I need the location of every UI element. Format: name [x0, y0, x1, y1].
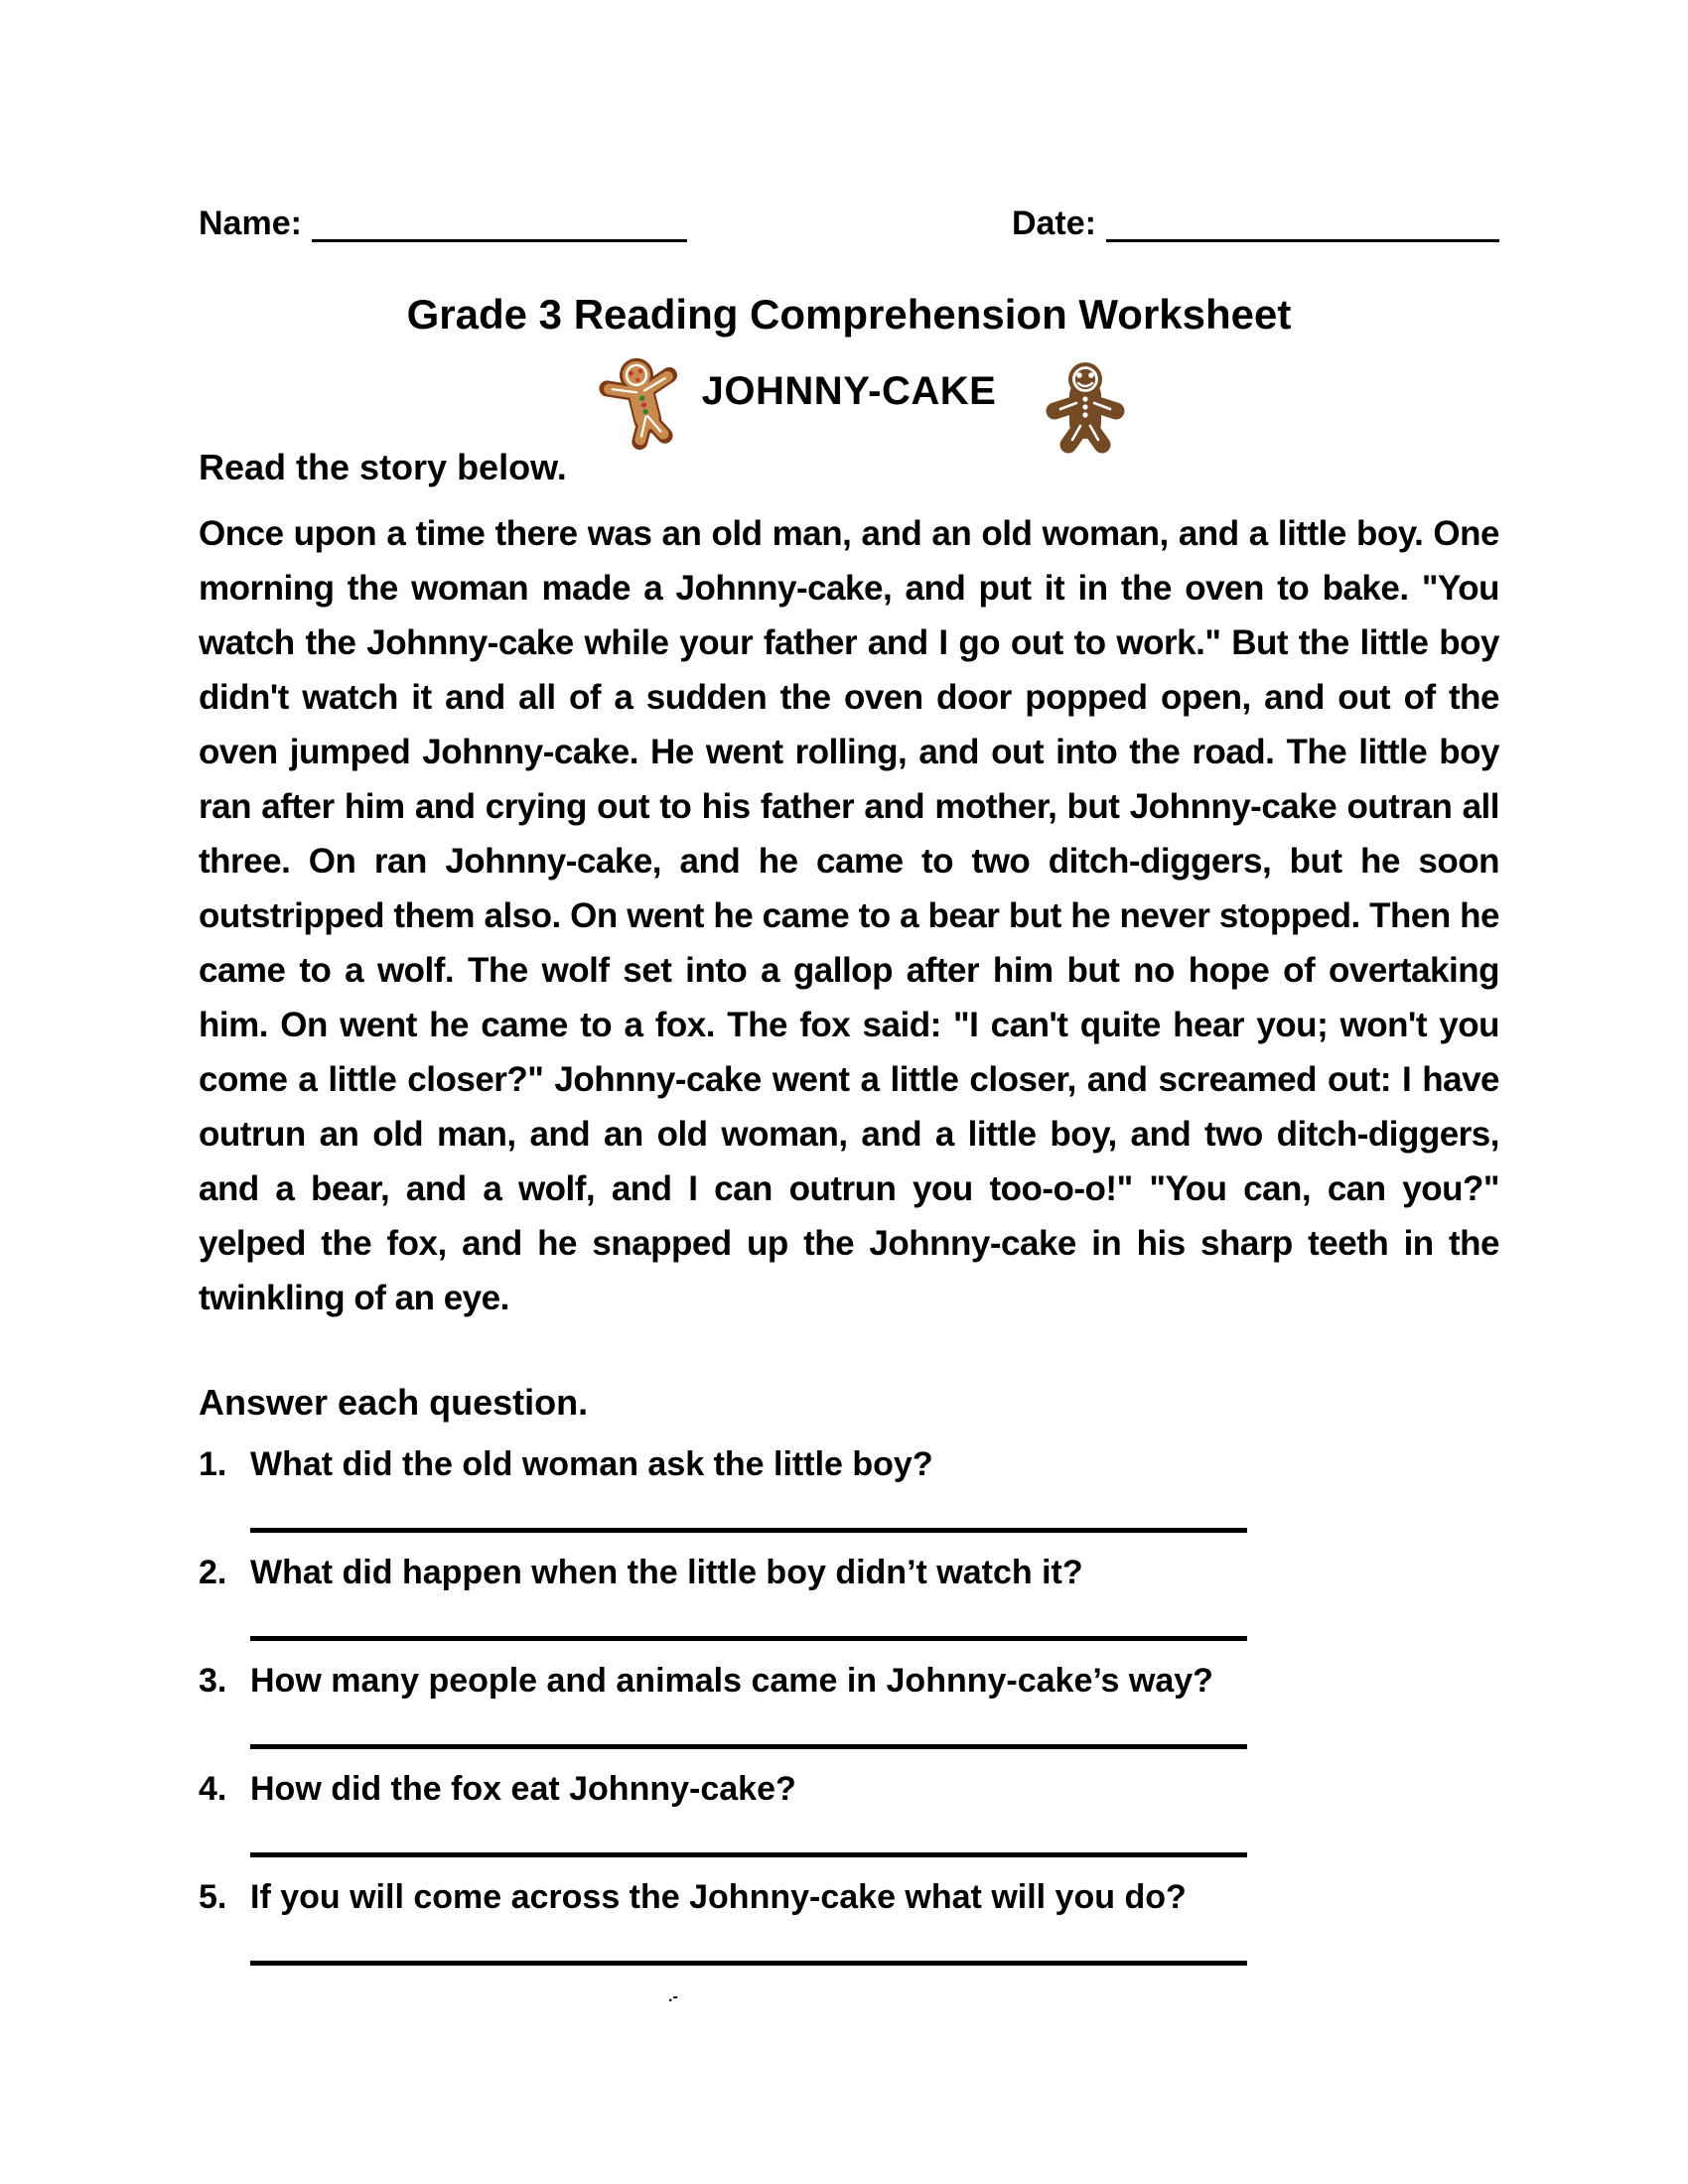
name-blank-line: [312, 205, 687, 242]
read-instruction: Read the story below.: [199, 447, 567, 487]
page-title: Grade 3 Reading Comprehension Worksheet: [406, 291, 1292, 338]
question-item: [199, 1765, 1499, 1857]
gingerbread-man-dark-icon: [1031, 359, 1140, 460]
name-field: [199, 205, 687, 242]
answer-blank-line: [250, 1636, 1247, 1641]
question-row: [199, 1549, 1499, 1596]
question-item: [199, 1873, 1499, 1966]
question-row: [199, 1765, 1499, 1813]
story-title: JOHNNY-CAKE: [701, 369, 997, 413]
question-text: How many people and animals came in Johnny-cake’s way?: [250, 1662, 1213, 1700]
question-number: 5.: [199, 1878, 227, 1916]
answer-blank-line: [250, 1528, 1247, 1533]
date-field: [1012, 205, 1499, 242]
answer-instruction: Answer each question.: [199, 1382, 589, 1423]
question-text: If you will come across the Johnny-cake what will you do?: [250, 1878, 1187, 1916]
answer-blank-line: [250, 1744, 1247, 1749]
answer-blank-line: [250, 1961, 1247, 1966]
question-number: 1.: [199, 1445, 227, 1483]
page-footer-artifact: .-: [668, 1988, 678, 2005]
question-text: What did the old woman ask the little boy?: [250, 1445, 933, 1483]
date-label: Date:: [1011, 205, 1096, 242]
question-item: [199, 1657, 1499, 1749]
story-header: [199, 363, 1499, 490]
question-text: How did the fox eat Johnny-cake?: [250, 1770, 796, 1808]
answer-blank-line: [250, 1852, 1247, 1857]
question-row: [199, 1440, 1499, 1488]
question-row: [199, 1657, 1499, 1705]
questions-list: [199, 1440, 1499, 1966]
header-row: [199, 205, 1499, 242]
name-label: Name:: [199, 205, 302, 242]
date-blank-line: [1106, 205, 1499, 242]
question-number: 4.: [199, 1770, 227, 1808]
question-number: 2.: [199, 1554, 227, 1591]
question-number: 3.: [199, 1662, 227, 1700]
question-item: [199, 1549, 1499, 1641]
question-item: [199, 1440, 1499, 1533]
question-row: [199, 1873, 1499, 1921]
question-text: What did happen when the little boy didn’t watch it?: [250, 1554, 1083, 1591]
story-text: Once upon a time there was an old man, and an old woman, and a little boy. One morning the woman made a Johnny-cake, and put it in the oven to bake. "You watch the Johnny-cake while your father and I go out to work." But the little boy didn't watch it and all of a sudden the oven door popped open, and out of the oven jumped Johnny-cake. He went rolling, and out into the road. The little boy ran after him and crying out to his father and mother, but Johnny-cake outran all three. On ran Johnny-cake, and he came to two ditch-diggers, but he soon outstripped them also. On went he came to a bear but he never stopped. Then he came to a wolf. The wolf set into a gallop after him but no hope of overtaking him. On went he came to a fox. The fox said: "I can't quite hear you; won't you come a little closer?" Johnny-cake went a little closer, and screamed out: I have outrun an old man, and an old woman, and a little boy, and two ditch-diggers, and a bear, and a wolf, and I can outrun you too-o-o!" "You can, can you?" yelped the fox, and he snapped up the Johnny-cake in his sharp teeth in the twinkling of an eye.: [199, 514, 1499, 1317]
